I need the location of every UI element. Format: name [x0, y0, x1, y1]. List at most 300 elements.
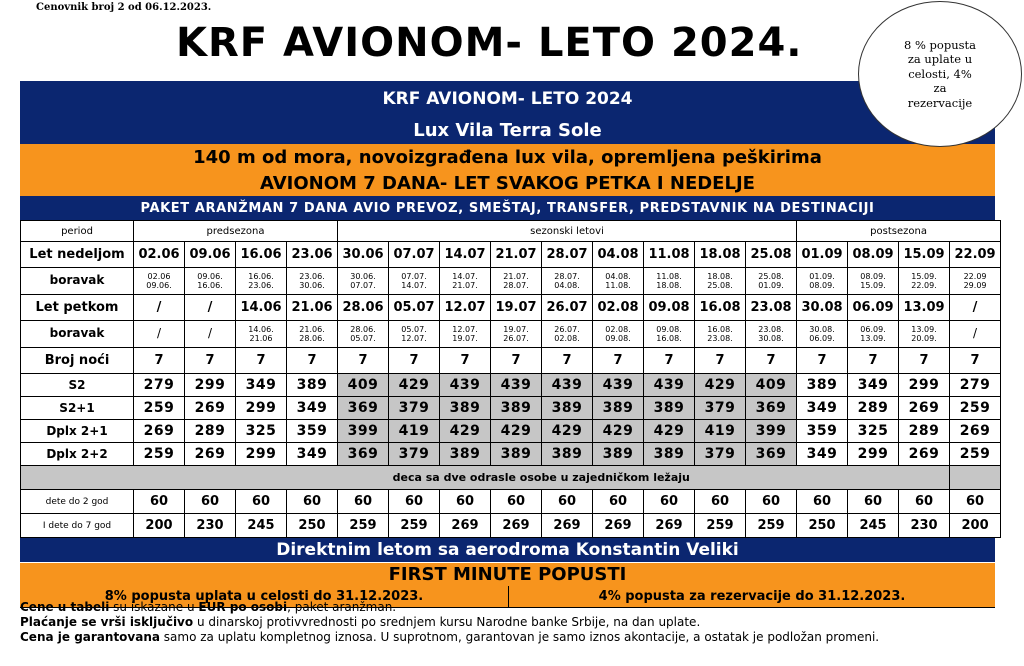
stay-to: 13.09.	[860, 334, 886, 343]
nights-row	[21, 348, 1001, 374]
stay-cell	[746, 268, 797, 295]
sunday-date-cell: 23.06	[287, 242, 338, 268]
nights-cell: 7	[185, 348, 236, 374]
sunday-date-cell: 07.07	[389, 242, 440, 268]
description-band: 140 m od mora, novoizgrađena lux vila, opremljena peškirima	[20, 144, 995, 170]
nights-cell: 7	[899, 348, 950, 374]
discount-reservation: 4% popusta za rezervacije do 31.12.2023.	[598, 589, 906, 604]
direct-flight-band: Direktnim letom sa aerodroma Konstantin Veliki	[20, 538, 995, 562]
price-cell: 289	[899, 420, 950, 443]
price-cell: 359	[287, 420, 338, 443]
season-main: sezonski letovi	[338, 221, 797, 242]
stay-to: 15.09.	[860, 281, 886, 290]
stay-cell	[338, 268, 389, 295]
stay-from: 28.06.	[350, 324, 376, 334]
price-cell: 429	[542, 420, 593, 443]
child-price-cell: 60	[950, 490, 1001, 514]
nights-cell: 7	[389, 348, 440, 374]
price-cell: 399	[746, 420, 797, 443]
child-price-cell: 250	[797, 514, 848, 538]
page-title: KRF AVIONOM- LETO 2024.	[176, 20, 803, 66]
season-header-row	[21, 221, 1001, 242]
stay-cell	[644, 268, 695, 295]
price-cell: 389	[593, 443, 644, 466]
children-note-row	[21, 466, 1001, 490]
stay-cell	[797, 321, 848, 348]
price-cell: 349	[797, 443, 848, 466]
price-cell: 359	[797, 420, 848, 443]
footer-line-guarantee: Cena je garantovana samo za uplatu kompletnog iznosa. U suprotnom, garantovan je samo iznos akontacije, a ostatak je podložan promeni.	[20, 630, 880, 644]
friday-date-cell: 26.07	[542, 295, 593, 321]
child-price-cell: 60	[848, 490, 899, 514]
child-price-cell: 250	[287, 514, 338, 538]
nights-cell: 7	[695, 348, 746, 374]
stay-to: 30.06.	[299, 281, 325, 290]
stay-to: 12.07.	[401, 334, 427, 343]
child-price-cell: 60	[899, 490, 950, 514]
child-price-cell: 60	[134, 490, 185, 514]
friday-date-cell: 02.08	[593, 295, 644, 321]
friday-date-cell: 06.09	[848, 295, 899, 321]
stay-cell	[338, 321, 389, 348]
friday-date-cell: /	[134, 295, 185, 321]
stay-from: 15.09.	[911, 271, 937, 281]
sunday-date-cell: 16.06	[236, 242, 287, 268]
price-cell: 429	[593, 420, 644, 443]
sunday-date-cell: 25.08	[746, 242, 797, 268]
friday-date-cell: 09.08	[644, 295, 695, 321]
stay-to: 21.07.	[452, 281, 478, 290]
nights-cell: 7	[950, 348, 1001, 374]
price-cell: 429	[644, 420, 695, 443]
stay-to: 22.09.	[911, 281, 937, 290]
price-cell: 379	[695, 397, 746, 420]
room-type-label: Dplx 2+1	[21, 420, 134, 443]
stay-from: 14.07.	[452, 271, 478, 281]
stay-from: 06.09.	[860, 324, 886, 334]
stay-cell	[797, 268, 848, 295]
price-list-number: Cenovnik broj 2 od 06.12.2023.	[36, 2, 212, 13]
stay-cell	[491, 321, 542, 348]
price-cell: 269	[899, 443, 950, 466]
nights-cell: 7	[593, 348, 644, 374]
friday-date-cell: 30.08	[797, 295, 848, 321]
stay-from: 30.06.	[350, 271, 376, 281]
row-label: Let petkom	[21, 295, 134, 321]
price-cell: 349	[236, 374, 287, 397]
note-spacer	[950, 466, 1001, 490]
footer-line-prices: Cene u tabeli su iskazane u EUR po osobi, paket aranžman.	[20, 600, 397, 614]
price-cell: 389	[491, 443, 542, 466]
stay-from: 26.07.	[554, 324, 580, 334]
child-price-cell: 60	[389, 490, 440, 514]
stay-cell	[389, 268, 440, 295]
child-price-cell: 60	[236, 490, 287, 514]
price-cell: 279	[134, 374, 185, 397]
stay-cell	[389, 321, 440, 348]
price-cell: 269	[899, 397, 950, 420]
stay-to: 07.07.	[350, 281, 376, 290]
stay-from: 23.06.	[299, 271, 325, 281]
price-cell: 429	[389, 374, 440, 397]
title-band: KRF AVIONOM- LETO 2024	[20, 81, 995, 117]
stay-cell	[236, 321, 287, 348]
price-cell: 389	[542, 443, 593, 466]
stay-to: 26.07.	[503, 334, 529, 343]
villa-band: Lux Vila Terra Sole	[20, 117, 995, 144]
price-cell: 439	[542, 374, 593, 397]
price-cell: 299	[236, 443, 287, 466]
stay-to: 16.06.	[197, 281, 223, 290]
nights-cell: 7	[644, 348, 695, 374]
stay-to: 29.09	[963, 281, 987, 290]
child-age-label: dete do 2 god	[21, 490, 134, 514]
sunday-stay-row	[21, 268, 1001, 295]
sunday-date-cell: 15.09	[899, 242, 950, 268]
stay-to: 08.09.	[809, 281, 835, 290]
child-price-cell: 269	[491, 514, 542, 538]
price-cell: 389	[593, 397, 644, 420]
price-cell: 399	[338, 420, 389, 443]
stay-from: /	[973, 326, 978, 341]
price-cell: 259	[950, 397, 1001, 420]
price-cell: 389	[491, 397, 542, 420]
stay-to: 21.06	[249, 334, 273, 343]
nights-cell: 7	[491, 348, 542, 374]
stay-from: 22.09	[963, 271, 987, 281]
stay-cell	[593, 268, 644, 295]
price-cell: 259	[134, 397, 185, 420]
stay-from: 02.06	[147, 271, 171, 281]
child-price-cell: 259	[746, 514, 797, 538]
stay-to: 09.06.	[146, 281, 172, 290]
discount-full-payment: 8% popusta uplata u celosti do 31.12.2023.	[20, 586, 509, 607]
price-list-frame	[20, 81, 995, 608]
stay-cell	[236, 268, 287, 295]
friday-date-cell: 13.09	[899, 295, 950, 321]
stay-cell	[746, 321, 797, 348]
friday-date-cell: /	[185, 295, 236, 321]
price-row	[21, 397, 1001, 420]
footer-notes	[20, 600, 1000, 645]
stay-to: 19.07.	[452, 334, 478, 343]
child-price-cell: 60	[440, 490, 491, 514]
price-cell: 369	[338, 397, 389, 420]
friday-date-cell: /	[950, 295, 1001, 321]
stay-from: 05.07.	[401, 324, 427, 334]
friday-flight-row	[21, 295, 1001, 321]
price-row	[21, 374, 1001, 397]
child-price-cell: 259	[389, 514, 440, 538]
stay-cell	[440, 321, 491, 348]
sunday-date-cell: 18.08	[695, 242, 746, 268]
price-cell: 379	[695, 443, 746, 466]
stay-to: 04.08.	[554, 281, 580, 290]
stay-to: 25.08.	[707, 281, 733, 290]
price-cell: 369	[746, 443, 797, 466]
flight-band: AVIONOM 7 DANA- LET SVAKOG PETKA I NEDELJE	[20, 170, 995, 196]
stay-to: 28.07.	[503, 281, 529, 290]
stay-from: 21.07.	[503, 271, 529, 281]
price-cell: 299	[848, 443, 899, 466]
stay-cell	[899, 321, 950, 348]
friday-date-cell: 14.06	[236, 295, 287, 321]
stay-from: 19.07.	[503, 324, 529, 334]
child-price-cell: 200	[950, 514, 1001, 538]
price-cell: 419	[695, 420, 746, 443]
stay-to: 02.08.	[554, 334, 580, 343]
price-cell: 349	[287, 443, 338, 466]
package-band: PAKET ARANŽMAN 7 DANA AVIO PREVOZ, SMEŠTAJ, TRANSFER, PREDSTAVNIK NA DESTINACIJI	[20, 196, 995, 220]
stay-from: 18.08.	[707, 271, 733, 281]
price-cell: 419	[389, 420, 440, 443]
price-cell: 259	[134, 443, 185, 466]
price-cell: 299	[185, 374, 236, 397]
price-row	[21, 420, 1001, 443]
stay-to: 01.09.	[758, 281, 784, 290]
price-cell: 389	[797, 374, 848, 397]
room-type-label: S2	[21, 374, 134, 397]
price-cell: 389	[644, 443, 695, 466]
stay-from: 08.09.	[860, 271, 886, 281]
stay-from: /	[207, 326, 213, 341]
stay-to: 11.08.	[605, 281, 631, 290]
price-cell: 299	[236, 397, 287, 420]
child-price-cell: 60	[695, 490, 746, 514]
first-minute-band: FIRST MINUTE POPUSTI	[20, 562, 995, 586]
stay-from: 28.07.	[554, 271, 580, 281]
price-cell: 269	[185, 397, 236, 420]
stay-cell	[848, 321, 899, 348]
stay-cell	[695, 321, 746, 348]
discount-circle-text: 8 % popusta za uplate u celosti, 4% za rezervacije	[904, 38, 976, 110]
period-label: period	[21, 221, 134, 242]
price-cell: 439	[491, 374, 542, 397]
price-cell: 279	[950, 374, 1001, 397]
stay-cell	[134, 321, 185, 348]
stay-from: 11.08.	[656, 271, 682, 281]
sunday-date-cell: 09.06	[185, 242, 236, 268]
stay-cell	[134, 268, 185, 295]
child-age-label: I dete do 7 god	[21, 514, 134, 538]
stay-from: /	[156, 326, 162, 341]
stay-cell	[542, 268, 593, 295]
room-type-label: Dplx 2+2	[21, 443, 134, 466]
price-cell: 389	[440, 443, 491, 466]
footer-line-payment: Plaćanje se vrši isključivo u dinarskoj protivvrednosti po srednjem kursu Narodne banke Srbije, na dan uplate.	[20, 615, 701, 629]
price-cell: 349	[287, 397, 338, 420]
sunday-date-cell: 21.07	[491, 242, 542, 268]
price-cell: 389	[287, 374, 338, 397]
stay-cell	[950, 321, 1001, 348]
stay-cell	[185, 268, 236, 295]
child-price-cell: 269	[593, 514, 644, 538]
price-cell: 429	[440, 420, 491, 443]
nights-cell: 7	[338, 348, 389, 374]
stay-cell	[287, 321, 338, 348]
stay-from: 16.06.	[248, 271, 274, 281]
friday-date-cell: 21.06	[287, 295, 338, 321]
price-cell: 409	[338, 374, 389, 397]
friday-date-cell: 23.08	[746, 295, 797, 321]
child-price-cell: 60	[185, 490, 236, 514]
stay-from: 23.08.	[758, 324, 784, 334]
price-cell: 369	[338, 443, 389, 466]
stay-cell	[848, 268, 899, 295]
sunday-date-cell: 11.08	[644, 242, 695, 268]
friday-stay-row	[21, 321, 1001, 348]
child-price-cell: 269	[644, 514, 695, 538]
sunday-date-cell: 08.09	[848, 242, 899, 268]
sunday-date-cell: 14.07	[440, 242, 491, 268]
room-type-label: S2+1	[21, 397, 134, 420]
stay-cell	[440, 268, 491, 295]
child-price-cell: 259	[338, 514, 389, 538]
stay-cell	[695, 268, 746, 295]
child-price-cell: 230	[899, 514, 950, 538]
nights-cell: 7	[797, 348, 848, 374]
child-price-cell: 259	[695, 514, 746, 538]
stay-cell	[542, 321, 593, 348]
stay-from: 14.06.	[248, 324, 274, 334]
stay-from: 09.06.	[197, 271, 223, 281]
friday-date-cell: 12.07	[440, 295, 491, 321]
child-price-cell: 60	[491, 490, 542, 514]
child-price-cell: 60	[797, 490, 848, 514]
stay-from: 12.07.	[452, 324, 478, 334]
row-label: Let nedeljom	[21, 242, 134, 268]
season-preseason: predsezona	[134, 221, 338, 242]
children-note: deca sa dve odrasle osobe u zajedničkom ležaju	[134, 466, 950, 490]
stay-from: 13.09.	[911, 324, 937, 334]
child-price-row	[21, 514, 1001, 538]
sunday-date-cell: 22.09	[950, 242, 1001, 268]
stay-to: 23.08.	[707, 334, 733, 343]
price-cell: 439	[440, 374, 491, 397]
stay-from: 04.08.	[605, 271, 631, 281]
nights-cell: 7	[542, 348, 593, 374]
child-price-cell: 269	[440, 514, 491, 538]
child-price-cell: 60	[542, 490, 593, 514]
stay-from: 07.07.	[401, 271, 427, 281]
sunday-flight-row	[21, 242, 1001, 268]
note-spacer	[21, 466, 134, 490]
friday-date-cell: 28.06	[338, 295, 389, 321]
friday-date-cell: 05.07	[389, 295, 440, 321]
price-cell: 349	[848, 374, 899, 397]
stay-from: 01.09.	[809, 271, 835, 281]
price-cell: 269	[134, 420, 185, 443]
price-cell: 289	[185, 420, 236, 443]
stay-to: 05.07.	[350, 334, 376, 343]
price-cell: 299	[899, 374, 950, 397]
price-cell: 439	[593, 374, 644, 397]
price-cell: 439	[644, 374, 695, 397]
friday-date-cell: 16.08	[695, 295, 746, 321]
price-cell: 379	[389, 397, 440, 420]
price-cell: 369	[746, 397, 797, 420]
stay-from: 09.08.	[656, 324, 682, 334]
stay-cell	[185, 321, 236, 348]
stay-cell	[899, 268, 950, 295]
nights-cell: 7	[134, 348, 185, 374]
stay-from: 30.08.	[809, 324, 835, 334]
child-price-cell: 60	[338, 490, 389, 514]
price-row	[21, 443, 1001, 466]
stay-to: 30.08.	[758, 334, 784, 343]
row-label: boravak	[21, 321, 134, 348]
sunday-date-cell: 01.09	[797, 242, 848, 268]
price-cell: 289	[848, 397, 899, 420]
child-price-cell: 60	[644, 490, 695, 514]
stay-from: 25.08.	[758, 271, 784, 281]
stay-to: 20.09.	[911, 334, 937, 343]
sunday-date-cell: 30.06	[338, 242, 389, 268]
stay-cell	[491, 268, 542, 295]
sunday-date-cell: 04.08	[593, 242, 644, 268]
price-cell: 269	[950, 420, 1001, 443]
row-label: boravak	[21, 268, 134, 295]
price-cell: 429	[695, 374, 746, 397]
price-cell: 269	[185, 443, 236, 466]
discount-circle-badge	[858, 1, 1022, 147]
child-price-row	[21, 490, 1001, 514]
stay-cell	[287, 268, 338, 295]
child-price-cell: 60	[287, 490, 338, 514]
nights-cell: 7	[746, 348, 797, 374]
nights-cell: 7	[287, 348, 338, 374]
price-cell: 325	[236, 420, 287, 443]
stay-cell	[593, 321, 644, 348]
stay-from: 02.08.	[605, 324, 631, 334]
price-cell: 259	[950, 443, 1001, 466]
child-price-cell: 60	[746, 490, 797, 514]
stay-from: 16.08.	[707, 324, 733, 334]
child-price-cell: 245	[848, 514, 899, 538]
stay-to: 28.06.	[299, 334, 325, 343]
child-price-cell: 269	[542, 514, 593, 538]
child-price-cell: 60	[593, 490, 644, 514]
price-cell: 349	[797, 397, 848, 420]
stay-from: 21.06.	[299, 324, 325, 334]
price-cell: 409	[746, 374, 797, 397]
child-price-cell: 230	[185, 514, 236, 538]
price-cell: 379	[389, 443, 440, 466]
price-cell: 389	[440, 397, 491, 420]
price-cell: 389	[644, 397, 695, 420]
stay-to: 16.08.	[656, 334, 682, 343]
friday-date-cell: 19.07	[491, 295, 542, 321]
child-price-cell: 200	[134, 514, 185, 538]
child-price-cell: 245	[236, 514, 287, 538]
price-table	[20, 220, 1001, 538]
stay-cell	[644, 321, 695, 348]
price-cell: 429	[491, 420, 542, 443]
stay-to: 09.08.	[605, 334, 631, 343]
stay-cell	[950, 268, 1001, 295]
stay-to: 06.09.	[809, 334, 835, 343]
season-postseason: postsezona	[797, 221, 1001, 242]
stay-to: 23.06.	[248, 281, 274, 290]
nights-cell: 7	[848, 348, 899, 374]
stay-to: 14.07.	[401, 281, 427, 290]
nights-cell: 7	[440, 348, 491, 374]
price-cell: 325	[848, 420, 899, 443]
price-cell: 389	[542, 397, 593, 420]
sunday-date-cell: 28.07	[542, 242, 593, 268]
row-label: Broj noći	[21, 348, 134, 374]
stay-to: 18.08.	[656, 281, 682, 290]
